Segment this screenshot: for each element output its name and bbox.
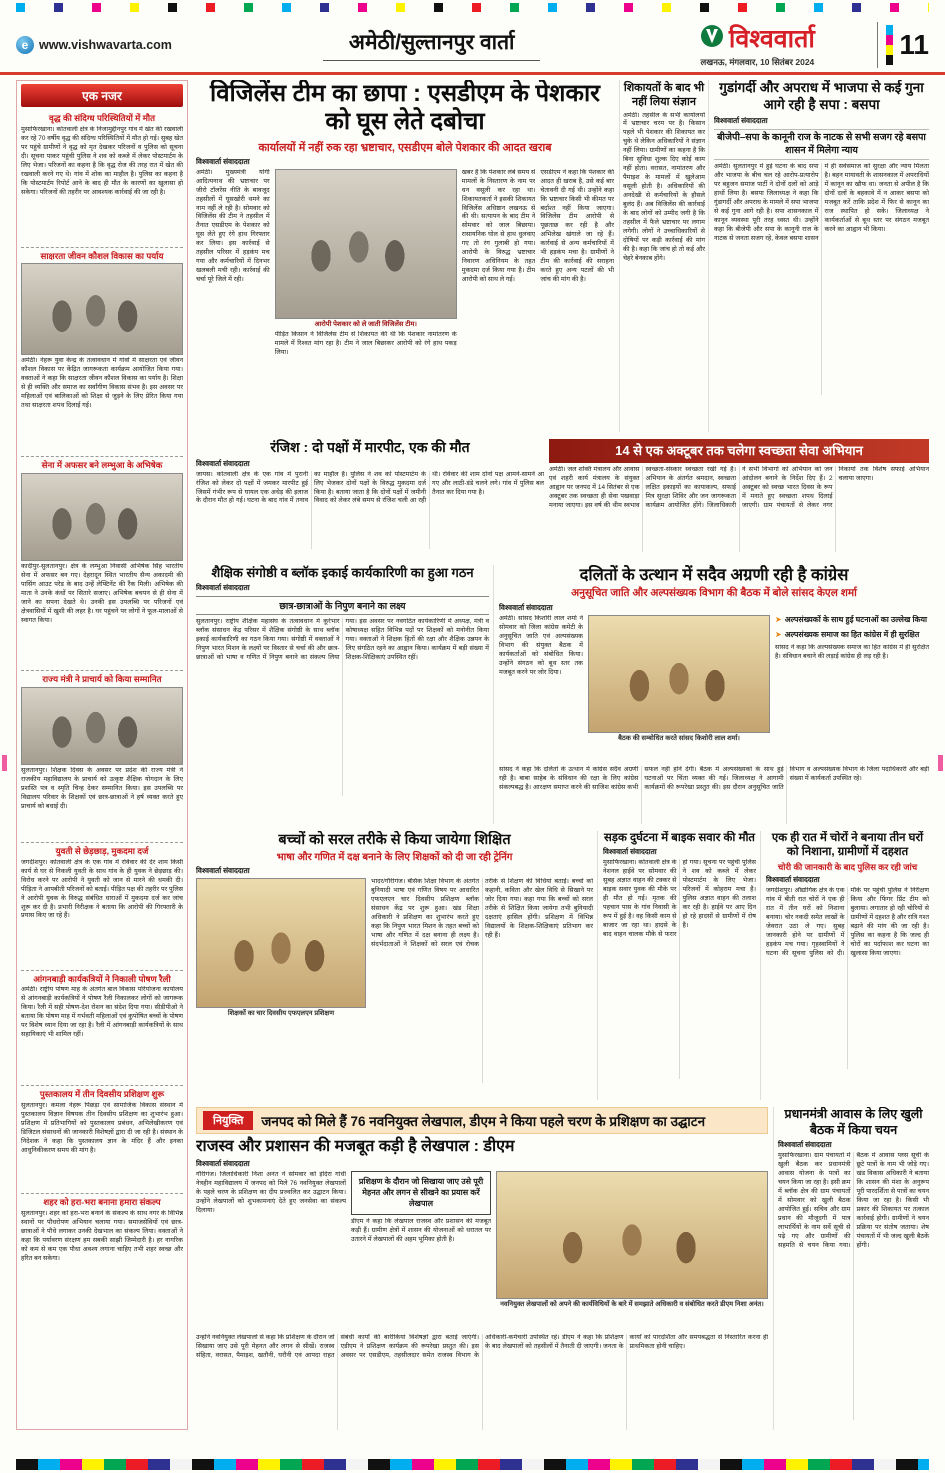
congress-article [499,565,929,824]
news-brief [21,1194,183,1303]
page-content [0,75,945,1435]
lead-photo-block [275,169,457,421]
brief-headline: साक्षरता जीवन कौशल विकास का पर्याय [40,250,164,261]
baspa-highlight: बीजेपी–सपा के कानूनी राज के नाटक से सभी सजग रहे बसपा शासन में मिलेगा न्याय [714,129,929,161]
lekhpal-content [196,1171,768,1331]
main-area [196,80,929,1430]
ranjish-byline: विश्ववार्ता संवाददाता [196,458,250,468]
brief-headline: शहर को हरा-भरा बनाना हमारा संकल्प [43,1197,161,1208]
ek-nazar-header: एक नजर [21,84,183,107]
registration-marks-bottom [16,1459,929,1470]
accident-body: मुसाफिरखाना। कोतवाली क्षेत्र के नेशनल हाईवे पर सोमवार की सुबह अज्ञात वाहन की टक्कर से बाइक सवार युवक की मौके पर ही मौत हो गई। मृतक की पहचान पास के गांव निवासी के रूप में हुई है। वह किसी काम से बाजार जा रहा था। हादसे के बाद वाहन चालक मौके से फरार हो गया। सूचना पर पहुंची पुलिस ने शव को कब्जे में लेकर पोस्टमार्टम के लिए भेजा। परिजनों में कोहराम मचा है। पुलिस अज्ञात वाहन की तलाश कर रही है। हाईवे पर आए दिन हो रहे हादसों से ग्रामीणों में रोष है। [603,859,756,939]
swachhta-headline: 14 से एक अक्टूबर तक चलेगा स्वच्छता सेवा अभियान [549,439,929,463]
ranjish-body: जायस। कोतवाली क्षेत्र के एक गांव में पुरानी रंजिश को लेकर दो पक्षों में जमकर मारपीट हुई जिसमें गंभीर रूप से घायल एक अधेड़ की इलाज के दौरान मौत हो गई। घटना के बाद गांव में तनाव का माहौल है। पुलिस ने शव को पोस्टमार्टम के लिए भेजकर दोनों पक्षों के विरुद्ध मुकदमा दर्ज किया है। बताया जाता है कि दोनों पक्षों में जमीनी विवाद को लेकर लंबे समय से रंजिश चली आ रही थी। रविवार की शाम दोनों पक्ष आमने-सामने आ गए और लाठी-डंडे चलने लगे। गांव में पुलिस बल तैनात कर दिया गया है। [196,470,544,505]
shikayat-article [619,80,709,432]
brief-headline: युवती से छेड़छाड़, मुकदमा दर्ज [55,845,149,856]
row-d [196,831,929,1100]
lekhpal-photo-block [496,1171,768,1331]
training-photo-caption: शिक्षकों का चार दिवसीय एफएलएन प्रशिक्षण [227,1010,335,1018]
brief-headline: आंगनबाड़ी कार्यकत्रियों ने निकाली पोषण रैली [33,973,171,984]
lekhpal-photo-caption: नवनियुक्त लेखपालों को अपने की कार्यविधियों के बारे में समझाते अधिकारी व संबोधित करते डीएम निशा अनंत। [500,1301,764,1308]
baspa-body: अमेठी। सुलतानपुर में हुई घटना के बाद सपा और भाजपा के बीच चल रहे आरोप-प्रत्यारोप पर बहुजन समाज पार्टी ने दोनों दलों को आड़े हाथों लिया है। बसपा जिलाध्यक्ष ने कहा कि गुंडागर्दी और अपराध के मामले में सपा भाजपा से कई गुना आगे रही है। सपा शासनकाल में कानून व्यवस्था पूरी तरह ध्वस्त थी। उन्होंने कहा कि बीजेपी और सपा के कानूनी राज के नाटक से जनता सजग रहे, केवल बसपा शासन में ही सर्वसमाज को सुरक्षा और न्याय मिलता है। बहन मायावती के शासनकाल में अपराधियों में कानून का खौफ था। जनता से अपील है कि दोनों दलों के बहकावे में न आकर बसपा को मजबूत करें ताकि प्रदेश में फिर से कानून का राज स्थापित हो सके। जिलाध्यक्ष ने कार्यकर्ताओं से बूथ स्तर पर संगठन मजबूत करने का आह्वान भी किया। [714,163,929,243]
theft-byline: विश्ववार्ता संवाददाता [766,874,820,884]
sangoshthi-byline: विश्ववार्ता संवाददाता [196,582,250,592]
cmyk-strip-icon [886,25,893,65]
masthead-title: विश्ववार्ता [728,25,815,53]
awas-article [773,1107,929,1430]
brief-body: जगदीशपुर। कोतवाली क्षेत्र के एक गांव में रविवार की देर शाम किसी कार्य से घर से निकली युवती के साथ गांव के ही युवक ने छेड़छाड़ की। विरोध करने पर आरोपी ने युवती को जान से मारने की धमकी दी। पीड़िता ने आपबीती परिजनों को बताई। पीड़ित पक्ष की तहरीर पर पुलिस ने आरोपी युवक के विरुद्ध संबंधित धाराओं में मुकदमा दर्ज कर जांच शुरू कर दी है। प्रभारी निरीक्षक ने बताया कि आरोपी की गिरफ्तारी के प्रयास किए जा रहे हैं। [21,858,183,920]
accident-byline: विश्ववार्ता संवाददाता [603,847,657,857]
section-title-wrap [226,28,637,61]
news-brief [21,248,183,458]
row-e [196,1107,929,1430]
training-body: भादर/गौरीगंज। बेसिक शिक्षा विभाग के अंतर्गत बुनियादी भाषा एवं गणित विषय पर आधारित एफएलएन चार दिवसीय प्रशिक्षण ब्लॉक संसाधन केंद्र पर शुरू हुआ। खंड शिक्षा अधिकारी ने प्रशिक्षण का शुभारंभ करते हुए कहा कि निपुण भारत मिशन के तहत बच्चों को भाषा और गणित में दक्ष बनाना ही लक्ष्य है। संदर्भदाताओं ने शिक्षकों को सरल एवं रोचक तरीके से शिक्षण की विधियां बताईं। बच्चों को कहानी, कविता और खेल विधि से सिखाने पर जोर दिया गया। कहा गया कि बच्चों को सरल तरीके से शिक्षित किया जायेगा तभी बुनियादी दक्षताएं हासिल होंगी। प्रशिक्षण में विभिन्न विद्यालयों के शिक्षक-शिक्षिकाएं प्रतिभाग कर रही हैं। [371,878,593,948]
lead-col-1: अमेठी। मुख्यमंत्री योगी आदित्यनाथ की भ्रष्टाचार पर जीरो टॉलरेंस नीति के बावजूद तहसीलों में घूसखोरी थमने का नाम नहीं ले रही है। सोमवार को विजिलेंस की टीम ने तहसील में तैनात एसडीएम के पेशकार को घूस लेते हुए रंगे हाथ गिरफ्तार कर लिया। इस कार्रवाई से तहसील परिसर में हड़कंप मच गया और कर्मचारियों में दिनभर खलबली मची रही। कार्रवाई की चर्चा पूरे जिले में रही। [196,168,270,284]
lead-photo [275,169,457,319]
congress-photo-block [588,615,770,763]
awas-headline: प्रधानमंत्री आवास के लिए खुली बैठक में किया चयन [784,1107,923,1137]
theft-subhead: चोरी की जानकारी के बाद पुलिस कर रही जांच [777,861,918,872]
brief-photo [21,473,183,561]
side-registration-mark [2,755,7,771]
lead-subhead: कार्यालयों में नहीं रुक रहा भ्रष्टाचार, एसडीएम बोले पेशकार की आदत खराब [258,141,552,154]
row-b [196,439,929,558]
masthead [647,21,867,68]
bullet-text: अल्पसंख्यकों के साथ हुई घटनाओं का उल्लेख किया [784,615,928,624]
lead-article [196,80,614,432]
lekhpal-col-1: गौरीगंज। जिलाधिकारी निशा अनंत ने सोमवार को इंदिरा गांधी नेत्रहीन महाविद्यालय में जनपद को मिले 76 नवनियुक्त लेखपालों के पहले चरण के प्रशिक्षण का दीप प्रज्वलित कर उद्घाटन किया। उन्होंने लेखपालों को शुभकामनाएं देते हुए जनसेवा का संकल्प दिलाया। [196,1171,346,1214]
lekhpal-byline: विश्ववार्ता संवाददाता [196,1159,250,1168]
row-top [196,80,929,432]
brief-body: सुलतानपुर। शिक्षक दिवस के अवसर पर प्रदेश की राज्य मंत्री ने राजकीय महाविद्यालय के प्राचार्य को उत्कृष्ट शैक्षिक योगदान के लिए प्रशस्ति पत्र व स्मृति चिन्ह देकर सम्मानित किया। इस उपलब्धि पर विद्यालय परिवार के शिक्षकों एवं छात्र-छात्राओं ने हर्ष व्यक्त करते हुए प्राचार्य को बधाई दी। [21,766,183,810]
congress-right-col: सांसद ने कहा कि अल्पसंख्यक समाज का हित कांग्रेस में ही सुरक्षित है। संविधान बचाने की लड़ाई कांग्रेस ही लड़ रही है। [775,644,929,660]
brief-body: सुलतानपुर। शहर को हरा-भरा बनाने के संकल्प के साथ नगर के विभिन्न स्थानों पर पौधरोपण अभियान चलाया गया। समाजसेवियों एवं छात्र-छात्राओं ने पौधे लगाकर उनकी देखभाल का संकल्प लिया। वक्ताओं ने कहा कि पर्यावरण संरक्षण हम सबकी साझी जिम्मेदारी है। हर नागरिक को कम से कम एक पौधा अवश्य लगाना चाहिए तभी शहर स्वच्छ और हरित बन सकेगा। [21,1209,183,1262]
masthead-leaf-icon [700,24,724,53]
congress-photo [588,615,770,733]
training-headline: बच्चों को सरल तरीके से किया जायेगा शिक्षित [278,832,511,848]
brief-body: कादीपुर-सुलतानपुर। क्षेत्र के लम्भुआ निवासी अभिषेक सिंह भारतीय सेना में अफसर बन गए। देहरादून स्थित भारतीय सैन्य अकादमी की पासिंग आउट परेड के बाद उन्हें लेफ्टिनेंट की रैंक मिली। अभिषेक की माता ने उनके कंधों पर सितारे सजाए। अभिषेक बचपन से ही सेना में जाने का सपना देखते थे। उनकी इस उपलब्धि पर परिजनों एवं क्षेत्रवासियों में खुशी की लहर है। घर पहुंचने पर लोगों ने फूल-मालाओं से स्वागत किया। [21,563,183,625]
theft-article [766,831,929,1100]
training-photo [196,878,366,1008]
niyukti-tag: नियुक्ति [203,1111,253,1130]
lekhpal-headline: राजस्व और प्रशासन की मजबूत कड़ी है लेखपाल : डीएम [196,1138,515,1155]
globe-icon: e [16,36,34,54]
shikayat-headline: शिकायतों के बाद भी नहीं लिया संज्ञान [623,82,705,108]
baspa-article [714,80,929,432]
awas-body: मुसाफिरखाना। ग्राम पंचायतों में खुली बैठक कर प्रधानमंत्री आवास योजना के पात्रों का चयन किया जा रहा है। इसी क्रम में ब्लॉक क्षेत्र की ग्राम पंचायतों में सोमवार को खुली बैठक आयोजित हुई। सचिव और ग्राम प्रधान की मौजूदगी में पात्र लाभार्थियों के नाम सर्वे सूची से पढ़े गए और ग्रामीणों की सहमति से चयन किया गया। बैठक में आवास प्लस सूची के छूटे पात्रों के नाम भी जोड़े गए। खंड विकास अधिकारी ने बताया कि शासन की मंशा के अनुरूप पूरी पारदर्शिता से पात्रों का चयन किया जा रहा है। किसी भी प्रकार की शिकायत पर तत्काल कार्रवाई होगी। ग्रामीणों ने चयन प्रक्रिया पर संतोष जताया। शेष पंचायतों में भी जल्द खुली बैठकें होंगी। [778,1152,929,1249]
side-registration-mark [938,755,943,771]
row-c [196,565,929,824]
section-title: अमेठी/सुल्तानपुर वार्ता [323,28,541,61]
brief-body: मुसाफिरखाना। कोतवाली क्षेत्र के निजामुद्दीनपुर गांव में खेत की रखवाली कर रहे 70 वर्षीय वृद्ध की संदिग्ध परिस्थितियों में मौत हो गई। सुबह खेत पर पहुंचे ग्रामीणों ने वृद्ध को मृत देखकर परिजनों व पुलिस को सूचना दी। सूचना पाकर पहुंची पुलिस ने शव को कब्जे में लेकर पोस्टमार्टम के लिए भेजा। परिजनों का कहना है कि वृद्ध रोज की तरह रात में खेत की रखवाली करने गए थे। गांव में शोक का माहौल है। पुलिस का कहना है कि पोस्टमार्टम रिपोर्ट आने के बाद ही मौत के कारणों का खुलासा हो सकेगा। परिजनों की तहरीर पर आवश्यक कार्रवाई की जा रही है। [21,125,183,196]
training-photo-block [196,878,366,1083]
brief-photo [21,263,183,355]
brief-headline: राज्य मंत्री ने प्राचार्य को किया सम्मानित [42,674,162,685]
sangoshthi-body: सुलतानपुर। राष्ट्रीय शैक्षिक महासंघ के तत्वावधान में कूरेभार ब्लॉक संसाधन केंद्र परिसर में शैक्षिक संगोष्ठी के साथ ब्लॉक इकाई कार्यकारिणी का गठन किया गया। संगोष्ठी में वक्ताओं ने निपुण भारत मिशन के लक्ष्यों पर विस्तार से चर्चा की और छात्र-छात्राओं को भाषा व गणित में निपुण बनाने का संकल्प लिया गया। इस अवसर पर नवगठित कार्यकारिणी में अध्यक्ष, मंत्री व कोषाध्यक्ष सहित विभिन्न पदों पर शिक्षकों को मनोनीत किया गया। वक्ताओं ने शिक्षक हितों की रक्षा और शैक्षिक उन्नयन के लिए संगठित रहने का आह्वान किया। कार्यक्रम में बड़ी संख्या में शिक्षक-शिक्षिकाएं उपस्थित रहीं। [196,617,489,661]
news-brief [21,457,183,671]
lead-headline: विजिलेंस टीम का छापा : एसडीएम के पेशकार को घूस लेते दबोचा [210,80,600,136]
swachhta-article [549,439,929,558]
page-header [0,15,945,75]
ek-nazar-column [16,80,188,1430]
news-brief [21,843,183,971]
page-number: 11 [899,28,929,60]
brief-headline: वृद्ध की संदिग्ध परिस्थितियों में मौत [49,113,155,123]
training-subhead: भाषा और गणित में दक्ष बनाने के लिए शिक्षकों को दी जा रही ट्रेनिंग [276,852,513,864]
congress-middle [499,615,929,763]
ranjish-headline: रंजिश : दो पक्षों में मारपीट, एक की मौत [270,439,470,456]
sangoshthi-kicker: छात्र-छात्राओं के निपुण बनाने का लक्ष्य [196,596,489,615]
lekhpal-col-2-block [351,1171,491,1331]
lekhpal-bottom: उन्होंने नवनियुक्त लेखपालों से कहा कि प्रशिक्षण के दौरान जो सिखाया जाए उसे पूरी मेहनत और लगन से सीखें। राजस्व संहिता, वरासत, पैमाइश, खतौनी, घरौनी एवं आपदा राहत संबंधी कार्यों की बारीकियां विशेषज्ञों द्वारा बताई जाएंगी। एडीएम ने प्रशिक्षण कार्यक्रम की रूपरेखा प्रस्तुत की। इस अवसर पर एसडीएम, तहसीलदार समेत राजस्व विभाग के अधिकारी-कर्मचारी उपस्थित रहे। डीएम ने कहा कि प्रशिक्षण के बाद लेखपालों को तहसीलों में तैनाती दी जाएगी। जनता के कार्यों को पारदर्शिता और समयबद्धता से निस्तारित करना ही प्राथमिकता होनी चाहिए। [196,1334,768,1359]
bullet-item [775,630,929,641]
lead-byline: विश्ववार्ता संवाददाता [196,156,250,166]
swachhta-body: अमेठी। जल शक्ति मंत्रालय और आवास एवं शहरी कार्य मंत्रालय के संयुक्त आह्वान पर जनपद में 14 सितंबर से एक अक्टूबर तक स्वच्छता ही सेवा पखवाड़ा मनाया जाएगा। इस वर्ष की थीम स्वभाव स्वच्छता-संस्कार स्वच्छता रखी गई है। अभियान के अंतर्गत श्रमदान, स्वच्छता लक्षित इकाइयों का कायाकल्प, सफाई मित्र सुरक्षा शिविर और जन जागरूकता कार्यक्रम आयोजित होंगे। जिलाधिकारी ने सभी विभागों को अभियान को जन आंदोलन बनाने के निर्देश दिए हैं। 2 अक्टूबर को स्वच्छ भारत दिवस के रूप में मनाते हुए स्वच्छता शपथ दिलाई जाएगी। ग्राम पंचायतों से लेकर नगर निकायों तक विशेष सफाई अभियान चलाया जाएगा। [549,466,929,510]
website-url: www.vishwavarta.com [39,37,172,52]
lead-body [196,169,614,421]
baspa-byline: विश्ववार्ता संवाददाता [714,115,768,125]
arrow-icon: ➤ [775,615,782,624]
brief-headline: पुस्तकालय में तीन दिवसीय प्रशिक्षण शुरू [39,1089,165,1100]
congress-bottom: सांसद ने कहा कि दलितों के उत्थान में कांग्रेस सदैव अग्रणी रही है। बाबा साहेब के संविधान की रक्षा के लिए कांग्रेस संकल्पबद्ध है। आरक्षण समाप्त करने की साजिश कांग्रेस कभी सफल नहीं होने देगी। बैठक में अल्पसंख्यकों के साथ हुई घटनाओं पर चिंता व्यक्त की गई। जिलाध्यक्ष ने आगामी कार्यक्रमों की रूपरेखा प्रस्तुत की। इस दौरान अनुसूचित जाति विभाग व अल्पसंख्यक विभाग के जिला पदाधिकारी और बड़ी संख्या में कार्यकर्ता उपस्थित रहे। [499,766,929,791]
news-brief [21,671,183,843]
page-number-box [877,22,929,68]
accident-headline: सड़क दुर्घटना में बाइक सवार की मौत [604,832,755,844]
news-brief [21,971,183,1087]
training-content [196,878,593,1083]
registration-marks-top [16,3,929,12]
lekhpal-photo [496,1171,768,1299]
lekhpal-quote: प्रशिक्षण के दौरान जो सिखाया जाए उसे पूरी मेहनत और लगन से सीखने का प्रयास करें लेखपाल [351,1171,491,1215]
sangoshthi-article [196,565,494,824]
lead-col-3: खबर है कि पेशकार लंबे समय से मामलों के निस्तारण के नाम पर धन वसूली कर रहा था। शिकायतकर्ता ने इसकी शिकायत विजिलेंस अधिष्ठान लखनऊ से की थी। सत्यापन के बाद टीम ने सोमवार को जाल बिछाया। रासायनिक घोल से हाथ धुलवाए गए तो रंग गुलाबी हो गया। आरोपी के विरुद्ध भ्रष्टाचार निवारण अधिनियम के तहत मुकदमा दर्ज किया गया है। टीम आरोपी को साथ ले गई। [461,168,536,284]
brief-body: अमेठी। राष्ट्रीय पोषण माह के अंतर्गत बाल विकास परियोजना कार्यालय से आंगनबाड़ी कार्यकत्रियों ने पोषण रैली निकालकर लोगों को जागरूक किया। रैली में सही पोषण-देश रोशन का संदेश दिया गया। सीडीपीओ ने बताया कि पोषण माह में गर्भवती महिलाओं एवं कुपोषित बच्चों के पोषण पर विशेष ध्यान दिया जा रहा है। रैली में आंगनबाड़ी कार्यकत्रियों के साथ सहायिकाएं भी शामिल रहीं। [21,986,183,1039]
niyukti-headline: जनपद को मिले हैं 76 नवनियुक्त लेखपाल, डीएम ने किया पहले चरण के प्रशिक्षण का उद्घाटन [261,1113,706,1129]
brief-body: अमेठी। नेहरू युवा केन्द्र के तत्वावधान में गांवों में साक्षरता एवं जीवन कौशल विकास पर केंद्रित जागरूकता कार्यक्रम आयोजित किया गया। वक्ताओं ने कहा कि साक्षरता जीवन कौशल विकास का पर्याय है। शिक्षा से ही व्यक्ति और समाज का सर्वांगीण विकास संभव है। इस अवसर पर महिलाओं एवं बालिकाओं को शिक्षा से जुड़ने के लिए प्रेरित किया गया तथा साक्षरता शपथ दिलाई गई। [21,357,183,410]
news-brief [21,1086,183,1194]
training-article [196,831,598,1100]
bullet-item [775,615,929,626]
masthead-dateline: लखनऊ, मंगलवार, 10 सितंबर 2024 [700,57,815,67]
brief-body: सुलतानपुर। कमला नेहरू पिछड़ा एवं सामाजिक विकास संस्थान में पुस्तकालय विज्ञान विषयक तीन दिवसीय प्रशिक्षण का शुभारंभ हुआ। प्रशिक्षण में प्रतिभागियों को पुस्तकालय प्रबंधन, अभिलेखीकरण एवं डिजिटल संसाधनों की जानकारी विशेषज्ञों द्वारा दी जा रही है। संस्थान के निदेशक ने कहा कि पुस्तकालय ज्ञान के मंदिर हैं और इनका आधुनिकीकरण समय की मांग है। [21,1102,183,1154]
congress-photo-caption: बैठक की सम्बोधित करते सांसद किशोरी लाल शर्मा। [618,735,740,742]
brief-photo [21,687,183,765]
sangoshthi-headline: शैक्षिक संगोष्ठी व ब्लॉक इकाई कार्यकारिणी का हुआ गठन [211,564,474,580]
website-block [16,36,216,54]
congress-left-col: अमेठी। सांसद किशोरी लाल शर्मा ने सोमवार को जिला कांग्रेस कमेटी के अनुसूचित जाति एवं अल्पसंख्यक विभाग की संयुक्त बैठक में कार्यकर्ताओं को संबोधित किया। उन्होंने संगठन को बूथ स्तर तक मजबूत करने पर जोर दिया। [499,615,583,676]
training-byline: विश्ववार्ता संवाददाता [196,866,250,876]
congress-subhead: अनुसूचित जाति और अल्पसंख्यक विभाग की बैठक में बोले सांसद केएल शर्मा [571,587,857,600]
ranjish-article [196,439,544,558]
arrow-icon: ➤ [775,629,782,639]
lekhpal-article [196,1107,768,1430]
congress-bullets [775,615,929,763]
bullet-text: अल्पसंख्यक समाज का हित कांग्रेस में ही सुरक्षित [784,629,920,639]
shikayat-body: अमेठी। तहसील के सभी कार्यालयों में भ्रष्टाचार चरम पर है। किसान पहले भी पेशकार की शिकायत कर चुके थे लेकिन अधिकारियों ने संज्ञान नहीं लिया। ग्रामीणों का कहना है कि बिना सुविधा शुल्क दिए कोई काम नहीं होता। वरासत, नामांतरण और पैमाइश के मामलों में खुलेआम वसूली होती है। अधिकारियों की अनदेखी से कर्मचारियों के हौसले बुलंद हैं। अब विजिलेंस की कार्रवाई के बाद लोगों को उम्मीद जगी है कि तहसील में फैले भ्रष्टाचार पर लगाम लगेगी। लोगों ने उच्चाधिकारियों से दोषियों पर कड़ी कार्रवाई की मांग की है। कहा कि जांच हो तो कई और चेहरे बेनकाब होंगे। [623,111,705,262]
accident-article [603,831,761,1100]
news-brief [21,110,183,248]
lead-col-2: पीड़ित किसान ने विजिलेंस टीम से शिकायत की थी कि पेशकार नामांतरण के मामले में रिश्वत मांग रहा है। टीम ने जाल बिछाकर आरोपी को रंगे हाथ पकड़ लिया। [274,331,457,357]
niyukti-banner [196,1107,768,1134]
congress-byline: विश्ववार्ता संवाददाता [499,603,553,612]
lekhpal-col-2: डीएम ने कहा कि लेखपाल राजस्व और प्रशासन की मजबूत कड़ी हैं। ग्रामीण क्षेत्रों में शासन की योजनाओं को धरातल पर उतारने में लेखपालों की अहम भूमिका होती है। [351,1217,491,1243]
baspa-headline: गुडांगर्दी और अपराध में भाजपा से कई गुना आगे रही है सपा : बसपा [719,80,924,112]
lead-col-4: एसडीएम ने कहा कि पेशकार की आदत ही खराब है, उसे कई बार चेतावनी दी गई थी। उन्होंने कहा कि भ्रष्टाचार किसी भी कीमत पर बर्दाश्त नहीं किया जाएगा। विजिलेंस टीम आरोपी से पूछताछ कर रही है और अभिलेख खंगाले जा रहे हैं। कार्रवाई से अन्य कर्मचारियों में भी हड़कंप मचा है। ग्रामीणों ने टीम की कार्रवाई की सराहना करते हुए अन्य पटलों की भी जांच की मांग की है। [540,168,614,284]
theft-body: जगदीशपुर। औद्योगिक क्षेत्र के एक गांव में बीती रात चोरों ने एक ही रात में तीन घरों को निशाना बनाया। चोर नकदी समेत लाखों के जेवरात उठा ले गए। सुबह जानकारी होने पर ग्रामीणों में हड़कंप मच गया। गृहस्वामियों ने घटना की सूचना पुलिस को दी। मौके पर पहुंची पुलिस ने निरीक्षण किया और फिंगर प्रिंट टीम को बुलाया। लगातार हो रही चोरियों से ग्रामीणों में दहशत है और रात्रि गश्त बढ़ाने की मांग की जा रही है। पुलिस का कहना है कि जल्द ही चोरों का पर्दाफाश कर घटना का खुलासा किया जाएगा। [766,886,929,957]
brief-headline: सेना में अफसर बने लम्भुआ के अभिषेक [41,460,163,471]
awas-byline: विश्ववार्ता संवाददाता [778,1140,832,1150]
congress-headline: दलितों के उत्थान में सदैव अग्रणी रही है कांग्रेस [579,565,849,584]
lead-photo-caption: आरोपी पेशकार को ले जाती विजिलेंस टीम। [314,320,417,328]
theft-headline: एक ही रात में चोरों ने बनाया तीन घरों को निशाना, ग्रामीणों में दहशत [771,832,924,859]
